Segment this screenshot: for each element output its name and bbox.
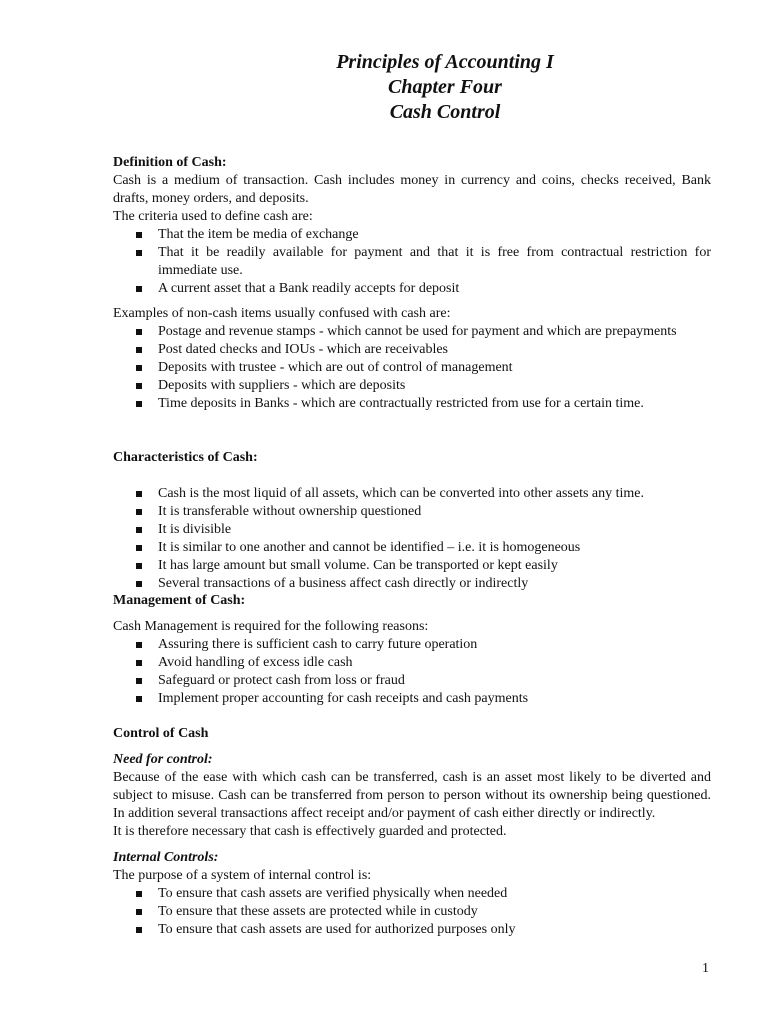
noncash-list <box>113 323 711 413</box>
bullet-marker <box>136 232 142 238</box>
subheading-internal-controls: Internal Controls: <box>113 850 219 865</box>
document-title <box>113 50 768 125</box>
list-item: Cash is the most liquid of all assets, which can be converted into other assets any time. <box>158 485 711 503</box>
need-conclusion: It is therefore necessary that cash is effectively guarded and protected. <box>113 824 507 839</box>
page-number: 1 <box>702 961 709 976</box>
list-item: Deposits with trustee - which are out of control of management <box>158 359 711 377</box>
bullet-marker <box>136 286 142 292</box>
section-characteristics <box>113 449 711 593</box>
list-item: That it be readily available for payment and that it is free from contractual restriction for immediate use. <box>158 244 711 280</box>
list-item: Post dated checks and IOUs - which are receivables <box>158 341 711 359</box>
bullet-marker <box>136 329 142 335</box>
list-item: Deposits with suppliers - which are deposits <box>158 377 711 395</box>
management-list <box>113 636 711 708</box>
bullet-marker <box>136 383 142 389</box>
list-item: Implement proper accounting for cash receipts and cash payments <box>158 690 711 708</box>
internal-controls-list <box>113 885 711 939</box>
section-noncash <box>113 305 711 413</box>
internal-intro: The purpose of a system of internal control is: <box>113 868 372 883</box>
bullet-marker <box>136 563 142 569</box>
bullet-marker <box>136 527 142 533</box>
bullet-marker <box>136 365 142 371</box>
list-item: Safeguard or protect cash from loss or fraud <box>158 672 711 690</box>
noncash-intro: Examples of non-cash items usually confused with cash are: <box>113 306 451 321</box>
bullet-marker <box>136 491 142 497</box>
list-item: A current asset that a Bank readily accepts for deposit <box>158 280 711 298</box>
heading-definition: Definition of Cash: <box>113 155 227 170</box>
definition-paragraph: Cash is a medium of transaction. Cash includes money in currency and coins, checks received, Bank drafts, money orders, and deposits. <box>113 173 711 206</box>
heading-control: Control of Cash <box>113 726 209 741</box>
section-management <box>113 592 711 708</box>
list-item: It is divisible <box>158 521 711 539</box>
title-course: Principles of Accounting I <box>336 51 554 73</box>
title-topic: Cash Control <box>389 101 501 123</box>
bullet-marker <box>136 642 142 648</box>
bullet-marker <box>136 696 142 702</box>
list-item: Time deposits in Banks - which are contractually restricted from use for a certain time. <box>158 395 711 413</box>
list-item: Avoid handling of excess idle cash <box>158 654 711 672</box>
bullet-marker <box>136 509 142 515</box>
bullet-marker <box>136 891 142 897</box>
bullet-marker <box>136 401 142 407</box>
list-item: It is similar to one another and cannot be identified – i.e. it is homogeneous <box>158 539 711 557</box>
heading-management: Management of Cash: <box>113 593 246 608</box>
criteria-intro: The criteria used to define cash are: <box>113 209 313 224</box>
list-item: To ensure that these assets are protected while in custody <box>158 903 711 921</box>
characteristics-list <box>113 485 711 593</box>
need-paragraph: Because of the ease with which cash can be transferred, cash is an asset most likely to be diverted and subject to misuse. Cash can be transferred from person to person without its ownership being questioned. In addition several transactions affect receipt and/or payment of cash either directly or indirectly. <box>113 770 711 821</box>
section-control <box>113 725 711 939</box>
list-item: To ensure that cash assets are verified physically when needed <box>158 885 711 903</box>
list-item: Assuring there is sufficient cash to carry future operation <box>158 636 711 654</box>
list-item: It is transferable without ownership questioned <box>158 503 711 521</box>
list-item: That the item be media of exchange <box>158 226 711 244</box>
bullet-marker <box>136 545 142 551</box>
bullet-marker <box>136 581 142 587</box>
criteria-list <box>113 226 711 298</box>
management-intro: Cash Management is required for the following reasons: <box>113 619 429 634</box>
list-item: To ensure that cash assets are used for authorized purposes only <box>158 921 711 939</box>
bullet-marker <box>136 927 142 933</box>
bullet-marker <box>136 909 142 915</box>
bullet-marker <box>136 678 142 684</box>
list-item: Several transactions of a business affect cash directly or indirectly <box>158 575 711 593</box>
subheading-need-for-control: Need for control: <box>113 752 213 767</box>
bullet-marker <box>136 250 142 256</box>
section-definition <box>113 154 711 298</box>
list-item: It has large amount but small volume. Can be transported or kept easily <box>158 557 711 575</box>
bullet-marker <box>136 347 142 353</box>
title-chapter: Chapter Four <box>388 76 502 98</box>
heading-characteristics: Characteristics of Cash: <box>113 450 258 465</box>
list-item: Postage and revenue stamps - which cannot be used for payment and which are prepayments <box>158 323 711 341</box>
bullet-marker <box>136 660 142 666</box>
